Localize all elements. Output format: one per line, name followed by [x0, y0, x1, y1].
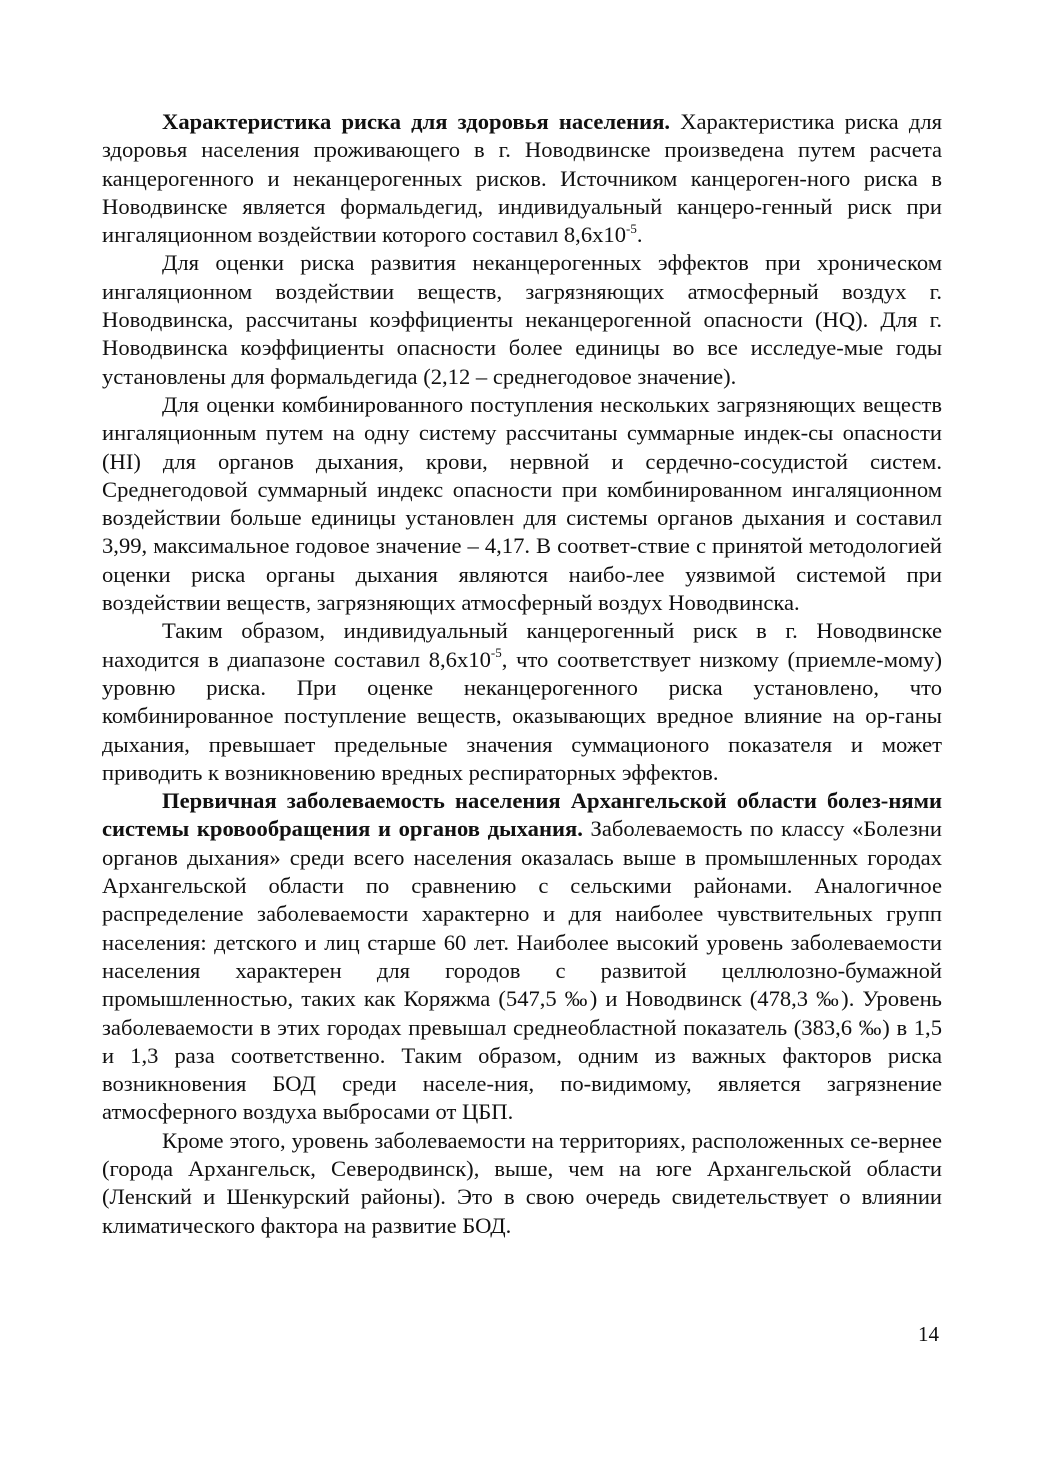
paragraph-text: Для оценки комбинированного поступления нескольких загрязняющих веществ ингаляционным путем на одну систему рассчитаны суммарные индек-сы опасности (HI) для органов дыхания, крови, нервной и сердечно-сосудистой систем. Среднегодовой суммарный индекс опасности при комбинированном ингаляционном воздействии больше единицы установлен для системы органов дыхания и составил 3,99, максимальное годовое значение – 4,17. В соответ-ствие с принятой методологией оценки риска органы дыхания являются наибо-лее уязвимой системой при воздействии веществ, загрязняющих атмосферный воздух Новодвинска. — [102, 391, 942, 616]
paragraph-heading: Первичная заболеваемость населения Архангельской области болез-нями системы кровообращения и органов дыхания. — [102, 788, 942, 842]
paragraph-risk-characteristic — [102, 108, 942, 249]
paragraph-text: , что соответствует низкому (приемле-мому) уровню риска. При оценке неканцерогенного риска установлено, что комбинированное поступление веществ, оказывающих вредное влияние на ор-ганы дыхания, превышает предельные значения суммационого показателя и может приводить к возникновению вредных респираторных эффектов. — [102, 646, 942, 785]
paragraph-text: Характеристика риска для здоровья населения проживающего в г. Новодвинске произведена путем расчета канцерогенного и неканцерогенных рисков. Источником канцероген-ного риска в Новодвинске является формальдегид, индивидуальный канцеро-генный риск при ингаляционном воздействии которого составил 8,6x10 — [102, 109, 942, 248]
exponent: -5 — [626, 220, 637, 236]
paragraph-text: Кроме этого, уровень заболеваемости на территориях, расположенных се-вернее (города Архангельск, Северодвинск), выше, чем на юге Архангельской области (Ленский и Шенкурский районы). Это в свою очередь свидетельствует о влиянии климатического фактора на развитие БОД. — [102, 1127, 942, 1238]
page-number: 14 — [918, 1322, 939, 1346]
paragraph-primary-morbidity — [102, 787, 942, 1127]
paragraph-text: . — [636, 222, 643, 248]
paragraph-heading: Характеристика риска для здоровья населения. — [162, 109, 671, 134]
paragraph-noncarcinogenic-effects — [102, 249, 942, 390]
exponent: -5 — [490, 645, 502, 661]
paragraph-text: Таким образом, индивидуальный канцерогенный риск в г. Новодвинске находится в диапазоне составил 8,6x10 — [102, 618, 942, 672]
paragraph-text: Заболеваемость по классу «Болезни органов дыхания» среди всего населения оказалась выше в промышленных городах Архангельской области по сравнению с сельскими районами. Аналогичное распределение заболеваемости характерно и для наиболее чувствительных групп населения: детского и лиц старше 60 лет. Наиболее высокий уровень заболеваемости населения характерен для городов с развитой целлюлозно-бумажной промышленностью, таких как Коряжма (547,5 ‰) и Новодвинск (478,3 ‰). Уровень заболеваемости в этих городах превышал среднеобластной показатель (383,6 ‰) в 1,5 и 1,3 раза соответственно. Таким образом, одним из важных факторов риска возникновения БОД среди населе-ния, по-видимому, является загрязнение атмосферного воздуха выбросами от ЦБП. — [102, 816, 942, 1125]
paragraph-text: Для оценки риска развития неканцерогенных эффектов при хроническом ингаляционном воздействии веществ, загрязняющих атмосферный воздух г. Новодвинска, рассчитаны коэффициенты неканцерогенной опасности (HQ). Для г. Новодвинска коэффициенты опасности более единицы во все исследуе-мые годы установлены для формальдегида (2,12 – среднегодовое значение). — [102, 250, 942, 389]
paragraph-climate-factor — [102, 1127, 942, 1240]
document-body — [102, 108, 942, 1240]
paragraph-combined-intake — [102, 391, 942, 617]
paragraph-conclusion — [102, 617, 942, 787]
